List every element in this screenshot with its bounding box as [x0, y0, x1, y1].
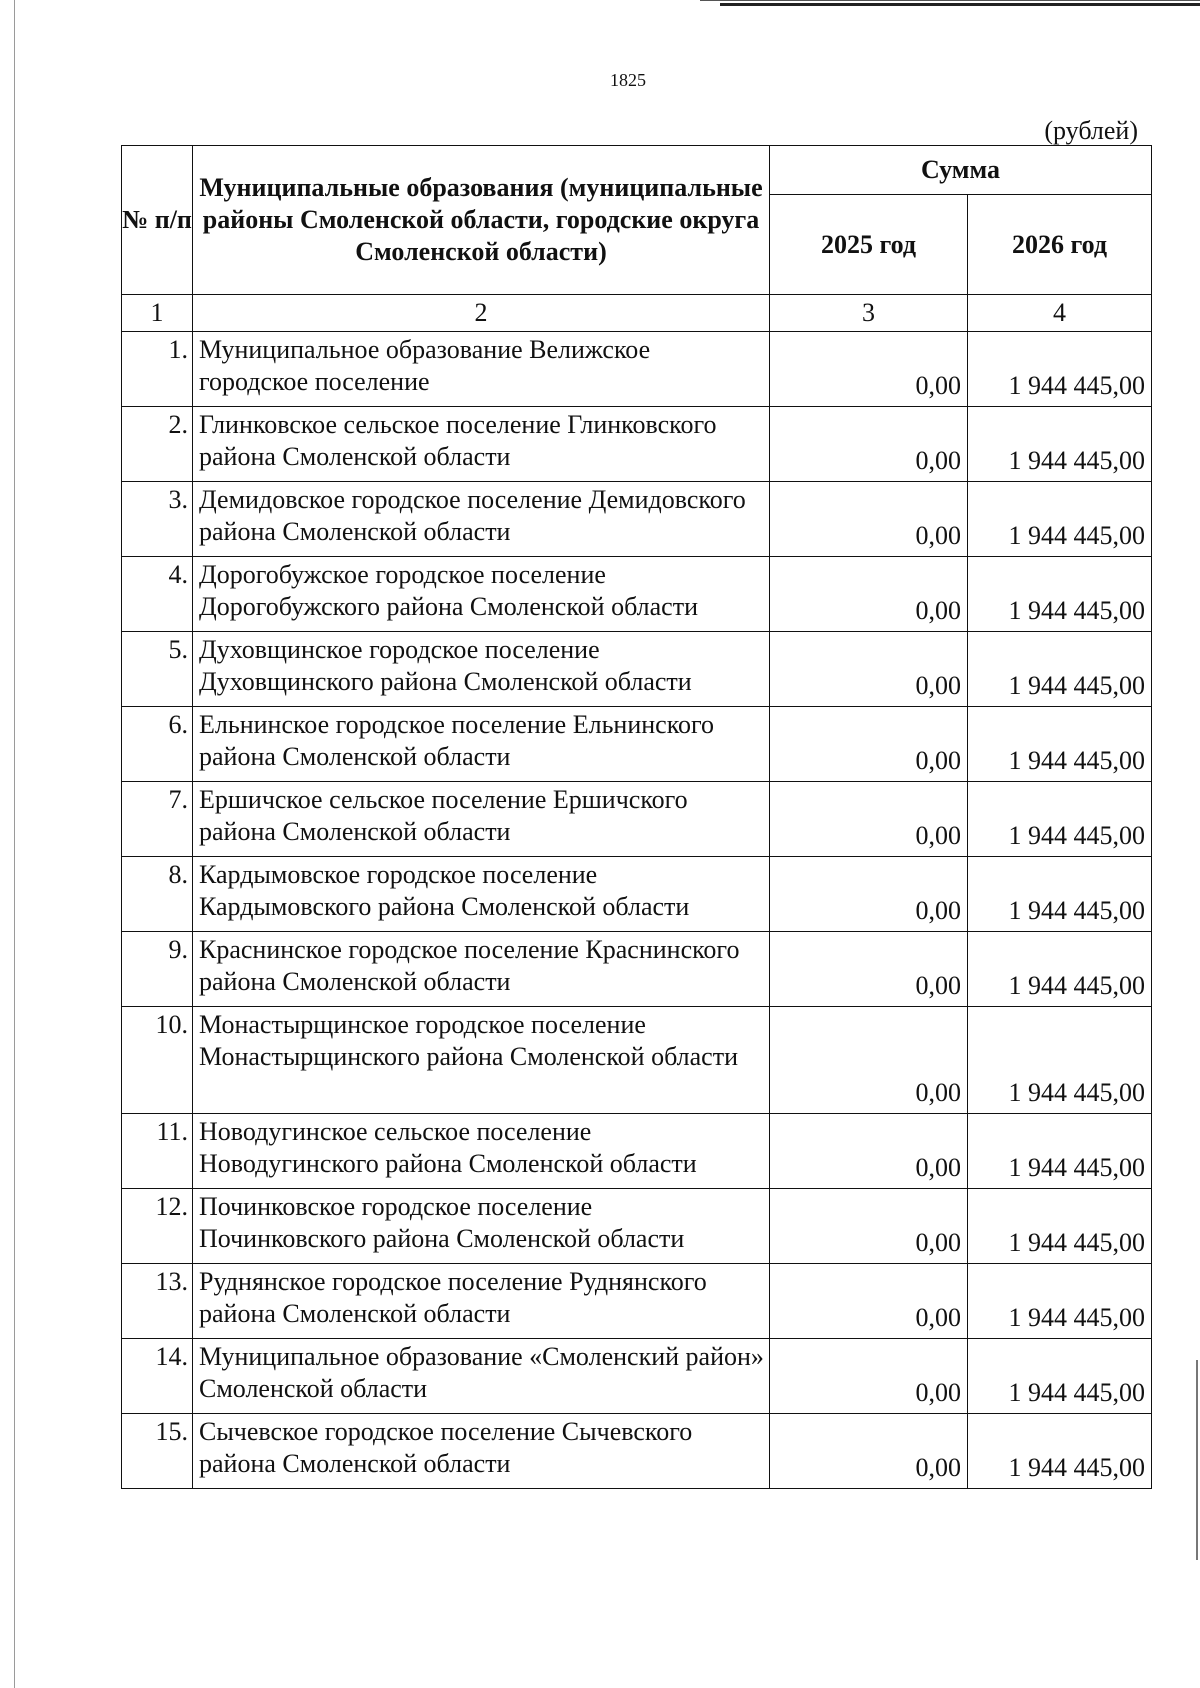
- row-municipality: Муниципальное образование «Смоленский район» Смоленской области: [193, 1339, 770, 1414]
- row-number: 2.: [122, 407, 193, 482]
- row-municipality: Починковское городское поселение Починковского района Смоленской области: [193, 1189, 770, 1264]
- table-row: [122, 1189, 1152, 1264]
- row-number: 10.: [122, 1007, 193, 1114]
- table-row: [122, 332, 1152, 407]
- row-value-2026: 1 944 445,00: [968, 557, 1152, 632]
- header-year-2025: 2025 год: [770, 195, 968, 295]
- row-value-2025: 0,00: [770, 1114, 968, 1189]
- row-value-2026: 1 944 445,00: [968, 632, 1152, 707]
- row-value-2025: 0,00: [770, 932, 968, 1007]
- row-value-2026: 1 944 445,00: [968, 1114, 1152, 1189]
- row-number: 4.: [122, 557, 193, 632]
- table-row: [122, 1264, 1152, 1339]
- row-municipality: Краснинское городское поселение Краснинского района Смоленской области: [193, 932, 770, 1007]
- row-number: 3.: [122, 482, 193, 557]
- row-municipality: Дорогобужское городское поселение Дорогобужского района Смоленской области: [193, 557, 770, 632]
- row-municipality: Муниципальное образование Велижское городское поселение: [193, 332, 770, 407]
- row-value-2026: 1 944 445,00: [968, 1414, 1152, 1489]
- scan-top-line: [720, 3, 1200, 6]
- row-number: 13.: [122, 1264, 193, 1339]
- row-value-2026: 1 944 445,00: [968, 1007, 1152, 1114]
- row-value-2025: 0,00: [770, 482, 968, 557]
- row-number: 11.: [122, 1114, 193, 1189]
- header-year-2026: 2026 год: [968, 195, 1152, 295]
- row-municipality: Демидовское городское поселение Демидовского района Смоленской области: [193, 482, 770, 557]
- column-number: 1: [122, 295, 193, 332]
- table-row: [122, 1414, 1152, 1489]
- table-row: [122, 557, 1152, 632]
- row-value-2025: 0,00: [770, 1007, 968, 1114]
- row-value-2026: 1 944 445,00: [968, 1189, 1152, 1264]
- table-row: [122, 632, 1152, 707]
- row-number: 15.: [122, 1414, 193, 1489]
- row-value-2025: 0,00: [770, 407, 968, 482]
- row-value-2026: 1 944 445,00: [968, 332, 1152, 407]
- budget-table: [121, 145, 1152, 1489]
- row-value-2025: 0,00: [770, 632, 968, 707]
- row-number: 7.: [122, 782, 193, 857]
- table-row: [122, 932, 1152, 1007]
- scan-right-edge: [1196, 1360, 1198, 1560]
- row-municipality: Новодугинское сельское поселение Новодугинского района Смоленской области: [193, 1114, 770, 1189]
- column-number: 3: [770, 295, 968, 332]
- row-number: 12.: [122, 1189, 193, 1264]
- row-value-2025: 0,00: [770, 1189, 968, 1264]
- row-value-2025: 0,00: [770, 1264, 968, 1339]
- row-value-2026: 1 944 445,00: [968, 1264, 1152, 1339]
- row-value-2025: 0,00: [770, 332, 968, 407]
- row-municipality: Ельнинское городское поселение Ельнинского района Смоленской области: [193, 707, 770, 782]
- row-municipality: Руднянское городское поселение Руднянского района Смоленской области: [193, 1264, 770, 1339]
- column-number: 4: [968, 295, 1152, 332]
- header-sum: Сумма: [770, 146, 1152, 195]
- table-row: [122, 407, 1152, 482]
- row-municipality: Духовщинское городское поселение Духовщинского района Смоленской области: [193, 632, 770, 707]
- row-number: 9.: [122, 932, 193, 1007]
- row-value-2025: 0,00: [770, 1414, 968, 1489]
- scan-left-edge: [14, 0, 15, 1688]
- row-value-2026: 1 944 445,00: [968, 857, 1152, 932]
- row-value-2025: 0,00: [770, 782, 968, 857]
- row-value-2026: 1 944 445,00: [968, 932, 1152, 1007]
- row-value-2025: 0,00: [770, 707, 968, 782]
- header-number: № п/п: [122, 146, 193, 295]
- header-municipality: Муниципальные образования (муниципальные районы Смоленской области, городские округа Смоленской области): [193, 146, 770, 295]
- table-row: [122, 1114, 1152, 1189]
- row-municipality: Монастырщинское городское поселение Монастырщинского района Смоленской области: [193, 1007, 770, 1114]
- row-value-2025: 0,00: [770, 557, 968, 632]
- row-number: 14.: [122, 1339, 193, 1414]
- row-municipality: Сычевское городское поселение Сычевского района Смоленской области: [193, 1414, 770, 1489]
- column-numbers-row: [122, 295, 1152, 332]
- row-value-2026: 1 944 445,00: [968, 782, 1152, 857]
- row-number: 6.: [122, 707, 193, 782]
- column-number: 2: [193, 295, 770, 332]
- row-value-2025: 0,00: [770, 1339, 968, 1414]
- row-value-2026: 1 944 445,00: [968, 482, 1152, 557]
- table-row: [122, 1007, 1152, 1114]
- units-label: (рублей): [1044, 116, 1138, 145]
- row-value-2026: 1 944 445,00: [968, 407, 1152, 482]
- row-municipality: Глинковское сельское поселение Глинковского района Смоленской области: [193, 407, 770, 482]
- row-municipality: Кардымовское городское поселение Кардымовского района Смоленской области: [193, 857, 770, 932]
- row-number: 5.: [122, 632, 193, 707]
- table-row: [122, 782, 1152, 857]
- row-value-2026: 1 944 445,00: [968, 1339, 1152, 1414]
- scan-top-line-thin: [700, 0, 1200, 1]
- row-number: 8.: [122, 857, 193, 932]
- row-municipality: Ершичское сельское поселение Ершичского района Смоленской области: [193, 782, 770, 857]
- row-value-2026: 1 944 445,00: [968, 707, 1152, 782]
- table-row: [122, 707, 1152, 782]
- row-value-2025: 0,00: [770, 857, 968, 932]
- table-row: [122, 1339, 1152, 1414]
- row-number: 1.: [122, 332, 193, 407]
- table-row: [122, 857, 1152, 932]
- table-row: [122, 482, 1152, 557]
- page-number: 1825: [610, 70, 646, 90]
